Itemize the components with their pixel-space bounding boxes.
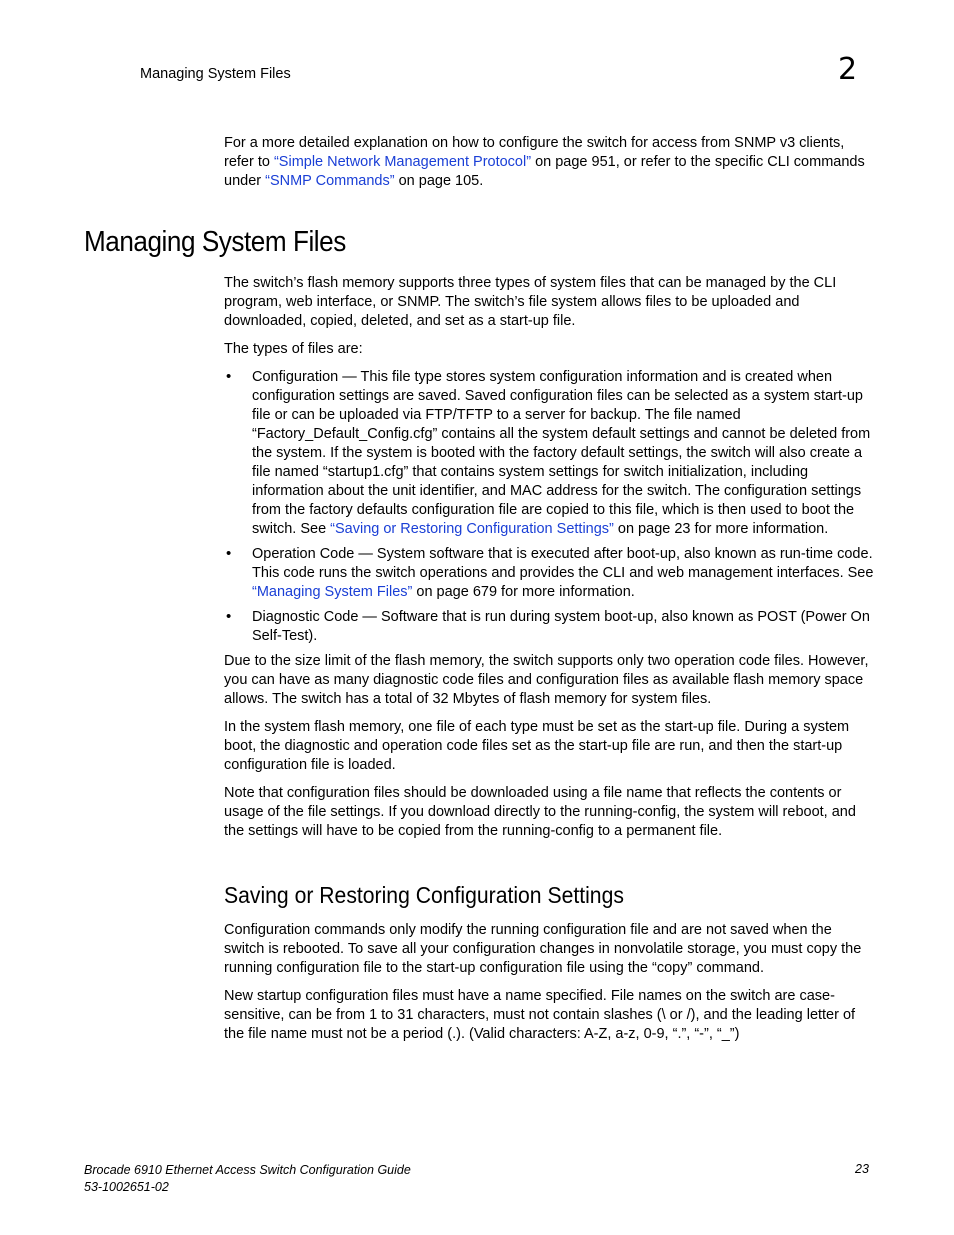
saving-restoring-link[interactable]: “Saving or Restoring Configuration Settings” — [330, 521, 614, 537]
type-text: — Software that is run during system boot-up, also known as POST (Power On Self-Test). — [252, 609, 870, 644]
section-paragraph-4: Note that configuration files should be downloaded using a file name that reflects the contents or usage of the file settings. If you download directly to the running-config, the system will reboot, and the settings will have to be copied from the running-config to a permanent file. — [224, 785, 856, 839]
page-footer — [84, 1162, 411, 1196]
section-heading: Managing System Files — [84, 226, 346, 258]
list-item — [224, 368, 874, 539]
bullet-icon: • — [226, 608, 232, 625]
snmp-protocol-link[interactable]: “Simple Network Management Protocol” — [273, 154, 532, 170]
section-paragraph-2: Due to the size limit of the flash memory, the switch supports only two operation code files. However, you can have as many diagnostic code files and configuration files as available flash memory space allows. The switch has a total of 32 Mbytes of flash memory for system files. — [224, 653, 869, 707]
type-term: Configuration — [252, 369, 339, 385]
list-item — [224, 545, 874, 602]
snmp-commands-link[interactable]: “SNMP Commands” — [265, 173, 395, 189]
type-text: — System software that is executed after boot-up, also known as run-time code. This code runs the switch operations and provides the CLI and web management interfaces. See — [252, 546, 874, 581]
section-body — [224, 274, 874, 841]
subsection-paragraph-2: New startup configuration files must have a name specified. File names on the switch are case-sensitive, can be from 1 to 31 characters, must not contain slashes (\ or /), and the leading letter of the file name must not be a period (.). (Valid characters: A-Z, a-z, 0-9, “.”, “-”, “_”) — [224, 988, 856, 1042]
type-term: Operation Code — [252, 546, 355, 562]
bullet-icon: • — [226, 368, 232, 385]
section-paragraph-3: In the system flash memory, one file of each type must be set as the start-up file. During a system boot, the diagnostic and operation code files set as the start-up file are run, and then the start-up configuration file is loaded. — [224, 719, 850, 773]
subsection-heading: Saving or Restoring Configuration Settings — [224, 882, 624, 908]
section-paragraph-1: The switch’s flash memory supports three types of system files that can be managed by the CLI program, web interface, or SNMP. The switch’s file system allows files to be uploaded and downloaded, copied, deleted, and set as a start-up file. — [224, 275, 837, 329]
types-intro: The types of files are: — [224, 341, 363, 357]
running-header-title: Managing System Files — [140, 66, 291, 82]
subsection-body — [224, 921, 874, 1044]
bullet-icon: • — [226, 545, 232, 562]
file-types-list — [224, 368, 874, 646]
managing-system-files-link[interactable]: “Managing System Files” — [252, 584, 413, 600]
type-term: Diagnostic Code — [252, 609, 359, 625]
intro-paragraph — [224, 134, 874, 191]
footer-doc-number: 53-1002651-02 — [84, 1180, 169, 1194]
list-item — [224, 608, 874, 646]
intro-text-2: on page 951, or refer to the specific CLI commands under — [224, 154, 865, 189]
footer-doc-title: Brocade 6910 Ethernet Access Switch Configuration Guide — [84, 1163, 411, 1177]
intro-text-3: on page 105. — [394, 173, 484, 189]
type-after: on page 23 for more information. — [613, 521, 829, 537]
type-after: on page 679 for more information. — [412, 584, 635, 600]
intro-text-1: For a more detailed explanation on how to configure the switch for access from SNMP v3 clients, refer to — [224, 135, 845, 170]
footer-page-number: 23 — [855, 1162, 869, 1176]
type-text: — This file type stores system configuration information and is created when configuration settings are saved. Saved configuration files can be selected as a system start-up file or can be uploaded via FTP/TFTP to a server for backup. The file named “Factory_Default_Config.cfg” contains all the system default settings and cannot be deleted from the system. If the system is booted with the factory default settings, the switch will also create a file named “startup1.cfg” that contains system settings for switch initialization, including information about the unit identifier, and MAC address for the switch. The configuration settings from the factory defaults configuration file are copied to this file, which is then used to boot the switch. See — [252, 369, 871, 537]
subsection-paragraph-1: Configuration commands only modify the running configuration file and are not saved when the switch is rebooted. To save all your configuration changes in nonvolatile storage, you must copy the running configuration file to the start-up configuration file using the “copy” command. — [224, 922, 862, 976]
chapter-number: 2 — [838, 52, 858, 87]
